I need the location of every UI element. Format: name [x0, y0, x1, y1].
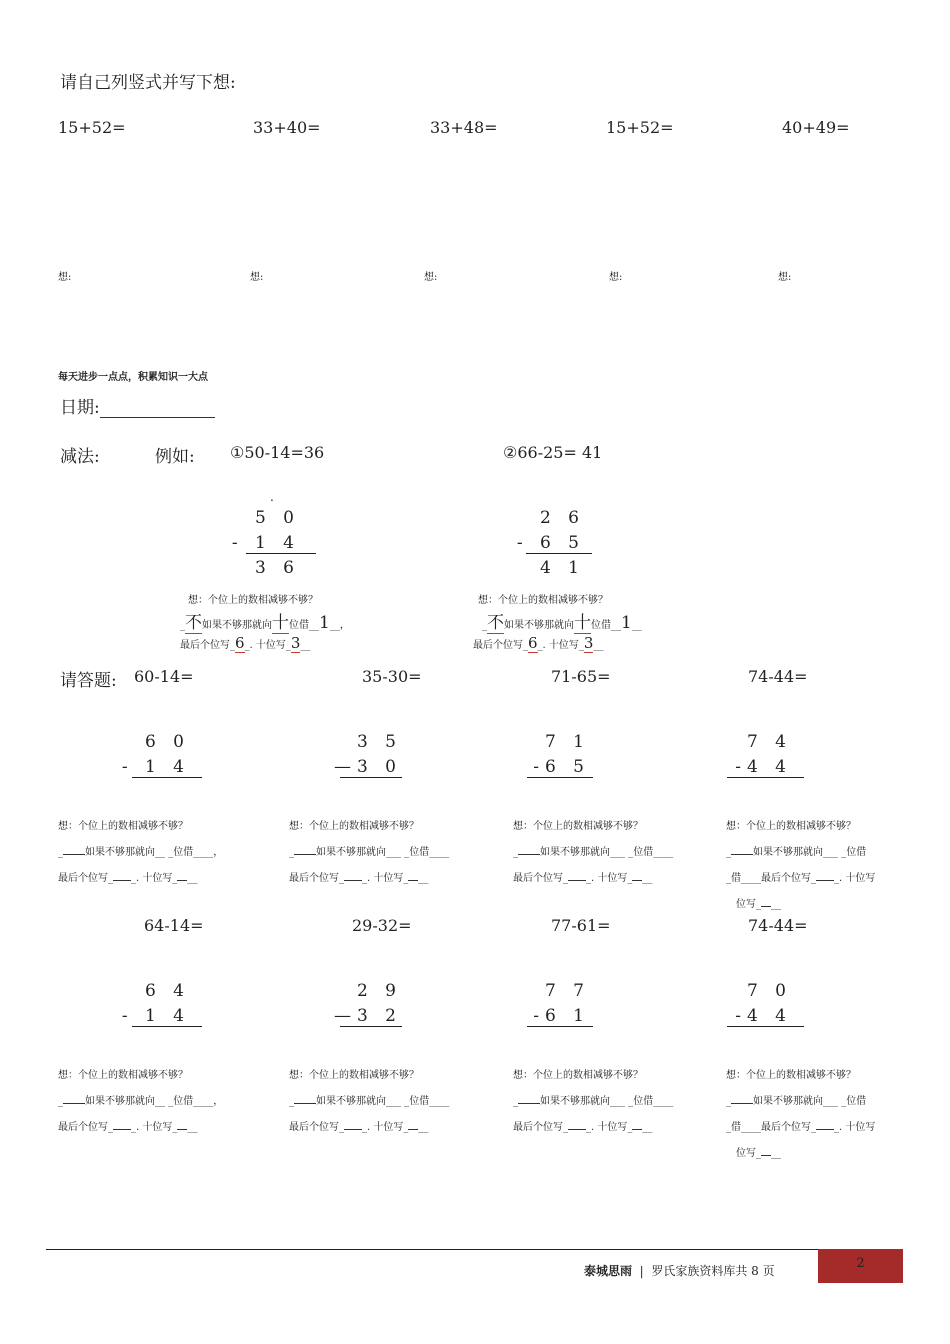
- think-block: 想：个位上的数相减够不够？ _ 如果不够那就向___ _位借 _借____最后个位写_ _. 十位写 位写_ __: [726, 1070, 876, 1159]
- problem-bottom: -6 5: [533, 757, 590, 777]
- footer-text: 泰城思雨 | 罗氏家族资料库共 8 页: [584, 1264, 775, 1278]
- problem-equation: 74-44=: [748, 667, 808, 686]
- problem-top: 7 7: [544, 981, 590, 1001]
- practice-equation: 40+49=: [782, 118, 850, 137]
- example1-question: 想：个位上的数相减够不够？: [188, 595, 318, 606]
- problem-equation: 64-14=: [144, 916, 204, 935]
- example1-result: 3 6: [254, 558, 300, 578]
- example2-result: 4 1: [539, 558, 585, 578]
- example-label: 例如:: [155, 447, 195, 467]
- problem-equation: 35-30=: [362, 667, 422, 686]
- problem-rule: [727, 777, 804, 778]
- think-label: 想:: [250, 272, 264, 283]
- think-label: 想:: [424, 272, 438, 283]
- date-blank[interactable]: [100, 399, 215, 418]
- problem-bottom: - 1 4: [121, 757, 190, 777]
- example1-line3: 最后个位写_6_. 十位写_3__: [180, 634, 311, 652]
- example1-rule: [246, 553, 316, 554]
- problem-top: 7 4: [746, 732, 792, 752]
- problem-rule: [727, 1026, 804, 1027]
- think-block: 想：个位上的数相减够不够？ _ 如果不够那就向__ _位借____， 最后个位写_ _. 十位写_ __: [58, 1070, 224, 1133]
- problem-bottom: -6 1: [533, 1006, 590, 1026]
- problem-rule: [132, 777, 202, 778]
- problem-top: 2 9: [356, 981, 402, 1001]
- problem-rule: [340, 777, 402, 778]
- think-block: 想：个位上的数相减够不够？ _ 如果不够那就向___ _位借 _借____最后个位写_ _. 十位写 位写_ __: [726, 821, 876, 910]
- problem-rule: [527, 1026, 593, 1027]
- problem-top: 7 1: [544, 732, 590, 752]
- problem-rule: [527, 777, 593, 778]
- example2-title: ②66-25= 41: [503, 443, 603, 462]
- example2-bottom: - 6 5: [516, 533, 585, 553]
- problem-rule: [132, 1026, 202, 1027]
- borrow-dot: .: [270, 490, 274, 504]
- problem-top: 3 5: [356, 732, 402, 752]
- problem-bottom: -4 4: [735, 1006, 792, 1026]
- example1-line2: _不如果不够那就向十位借__1__，: [180, 608, 350, 634]
- think-block: 想：个位上的数相减够不够？ _ 如果不够那就向___ _位借____ 最后个位写_ _. 十位写_ __: [513, 1070, 674, 1133]
- problem-bottom: -4 4: [735, 757, 792, 777]
- think-block: 想：个位上的数相减够不够？ _ 如果不够那就向___ _位借____ 最后个位写_ _. 十位写_ __: [513, 821, 674, 884]
- problem-bottom: —3 2: [333, 1006, 402, 1026]
- example1-bottom: - 1 4: [231, 533, 300, 553]
- problem-equation: 77-61=: [551, 916, 611, 935]
- practice-equation: 15+52=: [606, 118, 674, 137]
- example1-top: 5 0: [254, 508, 300, 528]
- problem-equation: 29-32=: [352, 916, 412, 935]
- practice-equation: 15+52=: [58, 118, 126, 137]
- problem-equation: 74-44=: [748, 916, 808, 935]
- problem-bottom: —3 0: [333, 757, 402, 777]
- problem-equation: 71-65=: [551, 667, 611, 686]
- problem-rule: [340, 1026, 402, 1027]
- example2-line2: _不如果不够那就向十位借__1__: [482, 608, 642, 634]
- think-block: 想：个位上的数相减够不够？ _ 如果不够那就向___ _位借____ 最后个位写_ _. 十位写_ __: [289, 821, 450, 884]
- think-label: 想:: [58, 272, 72, 283]
- think-label: 想:: [778, 272, 792, 283]
- practice-equation: 33+40=: [253, 118, 321, 137]
- think-block: 想：个位上的数相减够不够？ _ 如果不够那就向___ _位借____ 最后个位写_ _. 十位写_ __: [289, 1070, 450, 1133]
- date-label: 日期:: [60, 393, 215, 418]
- example1-title: ①50-14=36: [230, 443, 325, 462]
- problem-top: 6 4: [144, 981, 190, 1001]
- think-label: 想:: [609, 272, 623, 283]
- answer-label: 请答题:: [60, 671, 117, 691]
- footer-rule: [46, 1249, 903, 1250]
- example2-rule: [526, 553, 592, 554]
- motto: 每天进步一点点，积累知识一大点: [58, 372, 208, 383]
- practice-heading: 请自己列竖式并写下想:: [60, 73, 236, 93]
- think-block: 想：个位上的数相减够不够？ _ 如果不够那就向__ _位借____， 最后个位写_ _. 十位写_ __: [58, 821, 224, 884]
- problem-equation: 60-14=: [134, 667, 194, 686]
- problem-top: 7 0: [746, 981, 792, 1001]
- example2-question: 想：个位上的数相减够不够？: [478, 595, 608, 606]
- practice-equation: 33+48=: [430, 118, 498, 137]
- page-number: 2: [856, 1256, 865, 1271]
- example2-top: 2 6: [539, 508, 585, 528]
- problem-bottom: - 1 4: [121, 1006, 190, 1026]
- example2-line3: 最后个位写_6_. 十位写_3__: [473, 634, 604, 652]
- problem-top: 6 0: [144, 732, 190, 752]
- subtraction-label: 减法:: [60, 447, 100, 467]
